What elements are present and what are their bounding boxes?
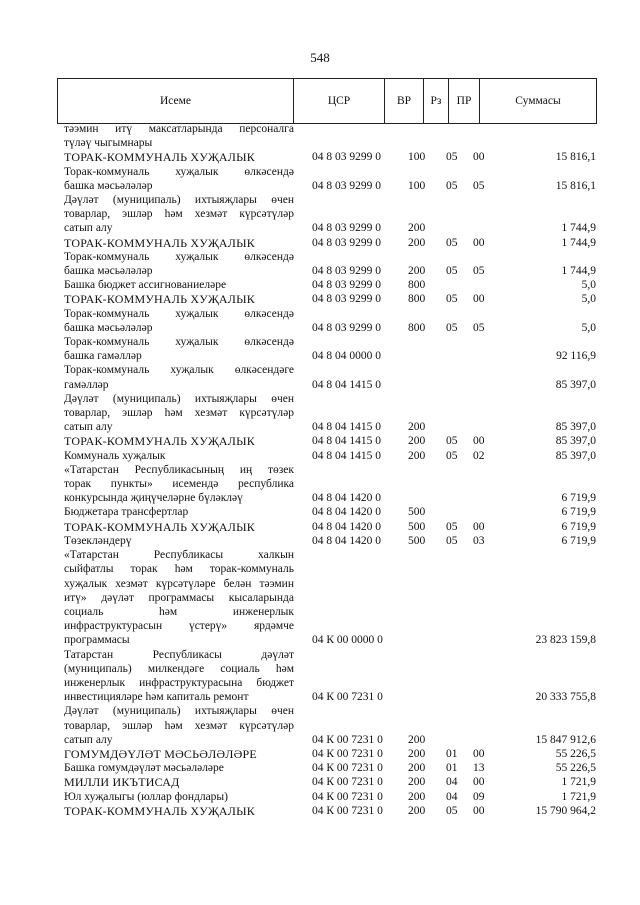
row-name-line: Торак-коммуналь хуҗалык өлкәсендәге (64, 364, 294, 377)
row-name-line: итү» дәүләт программасы кысаларында (64, 591, 294, 604)
row-csr: 04 К 00 0000 0 (312, 634, 383, 647)
row-pr: 13 (473, 762, 485, 775)
table-row (64, 335, 596, 363)
row-rz: 05 (446, 265, 458, 278)
row-csr: 04 8 04 0000 0 (312, 350, 381, 363)
table-row (64, 534, 596, 548)
row-sum: 6 719,9 (561, 492, 596, 505)
row-sum: 55 226,5 (555, 747, 596, 760)
row-pr: 00 (473, 804, 485, 817)
row-name-line: Торак-коммуналь хуҗалык өлкәсендә (64, 165, 294, 178)
row-csr: 04 8 03 9299 0 (312, 321, 381, 334)
row-csr: 04 8 04 1415 0 (312, 435, 381, 448)
table-row (64, 804, 596, 818)
row-vr: 200 (408, 449, 426, 462)
row-name-line: МИЛЛИ ИКЪТИСАД (64, 775, 180, 790)
row-pr: 00 (473, 520, 485, 533)
row-sum: 1 744,9 (561, 222, 596, 235)
row-vr: 500 (408, 534, 426, 547)
row-name-line: товарлар, эшләр һәм хезмәт күрсәтүләр (64, 208, 294, 221)
row-csr: 04 8 04 1415 0 (312, 449, 381, 462)
row-rz: 04 (446, 790, 458, 803)
row-sum: 5,0 (581, 279, 596, 292)
row-name-line: инженерлык инфраструктурасына бюджет (64, 676, 294, 689)
row-name-line: Башка бюджет ассигнованиеләре (64, 279, 227, 292)
row-pr: 09 (473, 790, 485, 803)
header-vr: ВР (385, 79, 424, 124)
row-name-line: ТОРАК-КОММУНАЛЬ ХУҖАЛЫК (64, 235, 255, 250)
table-row (64, 392, 596, 435)
row-name-line: Дәүләт (муниципаль) ихтыяҗлары өчен (64, 392, 294, 405)
row-name-line: «Татарстан Республикасы халкын (64, 549, 294, 562)
row-name-line: ТОРАК-КОММУНАЛЬ ХУҖАЛЫК (64, 803, 255, 818)
row-name-line: Юл хуҗалыгы (юллар фондлары) (64, 790, 228, 803)
row-vr: 200 (408, 733, 426, 746)
row-name-line: ТОРАК-КОММУНАЛЬ ХУҖАЛЫК (64, 292, 255, 307)
row-sum: 5,0 (581, 321, 596, 334)
row-csr: 04 8 04 1415 0 (312, 421, 381, 434)
table-row (64, 165, 596, 193)
header-pr: ПР (449, 79, 480, 124)
row-csr: 04 8 04 1420 0 (312, 506, 381, 519)
table-row (64, 236, 596, 250)
row-rz: 04 (446, 776, 458, 789)
row-sum: 23 823 159,8 (535, 634, 596, 647)
row-sum: 1 721,9 (561, 776, 596, 789)
row-csr: 04 8 04 1415 0 (312, 378, 381, 391)
row-rz: 05 (446, 520, 458, 533)
row-name-line: Торак-коммуналь хуҗалык өлкәсендә (64, 336, 294, 349)
row-name-line: Төзекләндерү (64, 534, 132, 547)
row-rz: 05 (446, 804, 458, 817)
row-name-line: «Татарстан Республикасының иң төзек (64, 463, 294, 476)
row-csr: 04 К 00 7231 0 (312, 733, 383, 746)
row-name-line: конкурсында җиңүчеләрне бүләкләү (64, 492, 243, 505)
row-csr: 04 8 03 9299 0 (312, 222, 381, 235)
row-vr: 200 (408, 762, 426, 775)
row-vr: 200 (408, 421, 426, 434)
table-row (64, 505, 596, 519)
row-csr: 04 8 03 9299 0 (312, 179, 381, 192)
row-sum: 92 116,9 (556, 350, 596, 363)
row-csr: 04 К 00 7231 0 (312, 776, 383, 789)
row-name-line: Коммуналь хуҗалык (64, 449, 166, 462)
table-row (64, 150, 596, 164)
row-vr: 200 (408, 236, 426, 249)
row-vr: 200 (408, 804, 426, 817)
row-pr: 05 (473, 179, 485, 192)
row-name-line: Дәүләт (муниципаль) ихтыяҗлары өчен (64, 194, 294, 207)
table-row (64, 292, 596, 306)
row-rz: 05 (446, 321, 458, 334)
row-csr: 04 К 00 7231 0 (312, 804, 383, 817)
row-sum: 85 397,0 (555, 449, 596, 462)
row-name-line: хуҗалык хезмәт күрсәтүләре белән тәэмин (64, 577, 294, 590)
row-name-line: түләү чыгымнары (64, 137, 153, 150)
row-rz: 05 (446, 236, 458, 249)
row-vr: 800 (408, 279, 426, 292)
row-pr: 00 (473, 435, 485, 448)
row-vr: 800 (408, 321, 426, 334)
row-rz: 05 (446, 534, 458, 547)
table-row (64, 278, 596, 292)
row-csr: 04 8 04 1420 0 (312, 492, 381, 505)
header-name: Исеме (58, 79, 294, 124)
row-pr: 05 (473, 321, 485, 334)
row-rz: 05 (446, 179, 458, 192)
row-pr: 00 (473, 747, 485, 760)
row-vr: 800 (408, 293, 426, 306)
row-name-line: ТОРАК-КОММУНАЛЬ ХУҖАЛЫК (64, 519, 255, 534)
row-sum: 20 333 755,8 (535, 691, 596, 704)
row-rz: 05 (446, 435, 458, 448)
row-name-line: товарлар, эшләр һәм хезмәт күрсәтүләр (64, 407, 294, 420)
row-sum: 15 847 912,6 (535, 733, 596, 746)
row-pr: 00 (473, 293, 485, 306)
row-pr: 02 (473, 449, 485, 462)
table-row (64, 548, 596, 647)
row-name-line: товарлар, эшләр һәм хезмәт күрсәтүләр (64, 719, 294, 732)
row-vr: 500 (408, 506, 426, 519)
row-pr: 03 (473, 534, 485, 547)
row-csr: 04 8 04 1420 0 (312, 534, 381, 547)
table-row (64, 193, 596, 236)
row-name-line: Бюджетара трансфертлар (64, 506, 189, 519)
row-name-line: Татарстан Республикасы дәүләт (64, 648, 294, 661)
row-name-line: сатып алу (64, 222, 113, 235)
row-name-line: гамәлләр (64, 378, 109, 391)
row-sum: 15 816,1 (555, 151, 596, 164)
row-name-line: инвестицияләре һәм капиталь ремонт (64, 691, 249, 704)
row-vr: 200 (408, 790, 426, 803)
row-sum: 6 719,9 (561, 534, 596, 547)
row-csr: 04 8 03 9299 0 (312, 151, 381, 164)
row-vr: 100 (408, 151, 426, 164)
table-row (64, 250, 596, 278)
row-name-line: ТОРАК-КОММУНАЛЬ ХУҖАЛЫК (64, 434, 255, 449)
row-name-line: башка мәсьәләләр (64, 179, 153, 192)
table-row (64, 449, 596, 463)
row-sum: 85 397,0 (555, 435, 596, 448)
row-csr: 04 8 03 9299 0 (312, 265, 381, 278)
table-row (64, 790, 596, 804)
row-sum: 6 719,9 (561, 506, 596, 519)
row-sum: 55 226,5 (555, 762, 596, 775)
row-name-line: программасы (64, 634, 130, 647)
row-sum: 85 397,0 (555, 421, 596, 434)
row-rz: 05 (446, 151, 458, 164)
table-row (64, 704, 596, 747)
table-row (64, 747, 596, 761)
row-name-line: Торак-коммуналь хуҗалык өлкәсендә (64, 250, 294, 263)
row-vr: 200 (408, 222, 426, 235)
row-sum: 1 721,9 (561, 790, 596, 803)
table-row (64, 307, 596, 335)
row-rz: 01 (446, 747, 458, 760)
row-csr: 04 8 03 9299 0 (312, 236, 381, 249)
row-rz: 01 (446, 762, 458, 775)
row-pr: 00 (473, 236, 485, 249)
row-vr: 200 (408, 747, 426, 760)
row-csr: 04 К 00 7231 0 (312, 747, 383, 760)
row-csr: 04 К 00 7231 0 (312, 790, 383, 803)
header-sum: Суммасы (480, 79, 597, 124)
table-row (64, 775, 596, 789)
row-name-line: ТОРАК-КОММУНАЛЬ ХУҖАЛЫК (64, 150, 255, 165)
row-name-line: башка мәсьәләләр (64, 265, 153, 278)
table-row (64, 434, 596, 448)
table-row (64, 122, 596, 150)
row-name-line: башка гамәлләр (64, 350, 142, 363)
row-sum: 15 816,1 (555, 179, 596, 192)
row-vr: 200 (408, 435, 426, 448)
row-vr: 200 (408, 776, 426, 789)
page-number: 548 (310, 50, 330, 65)
row-name-line: сыйфатлы торак һәм торак-коммуналь (64, 563, 294, 576)
row-name-line: сатып алу (64, 421, 113, 434)
row-csr: 04 8 04 1420 0 (312, 520, 381, 533)
row-name-line: Башка гомумдәүләт мәсьәләләре (64, 762, 224, 775)
table-row (64, 520, 596, 534)
row-rz: 05 (446, 293, 458, 306)
row-pr: 00 (473, 151, 485, 164)
table-row (64, 648, 596, 705)
header-rz: Рз (424, 79, 449, 124)
row-name-line: тәэмин итү максатларында персоналга (64, 123, 294, 135)
row-csr: 04 К 00 7231 0 (312, 691, 383, 704)
table-header (57, 78, 597, 124)
row-name-line: ГОМУМДӘҮЛӘТ МӘСЬӘЛӘЛӘРЕ (64, 746, 257, 761)
row-name-line: Дәүләт (муниципаль) ихтыяҗлары өчен (64, 705, 294, 718)
row-pr: 00 (473, 776, 485, 789)
row-rz: 05 (446, 449, 458, 462)
table-row (64, 363, 596, 391)
row-vr: 200 (408, 265, 426, 278)
row-name-line: торак пункты» исемендә республика (64, 478, 294, 491)
budget-rows (64, 122, 596, 818)
row-name-line: (муниципаль) милкендәге социаль һәм (64, 662, 294, 675)
row-name-line: инфраструктурасын үстерү» ярдәмче (64, 620, 294, 633)
row-vr: 500 (408, 520, 426, 533)
row-name-line: Торак-коммуналь хуҗалык өлкәсендә (64, 307, 294, 320)
row-sum: 85 397,0 (555, 378, 596, 391)
row-sum: 6 719,9 (561, 520, 596, 533)
row-csr: 04 8 03 9299 0 (312, 279, 381, 292)
row-sum: 1 744,9 (561, 265, 596, 278)
row-name-line: социаль һәм инженерлык (64, 605, 294, 618)
table-row (64, 761, 596, 775)
row-name-line: башка мәсьәләләр (64, 321, 153, 334)
row-name-line: сатып алу (64, 733, 113, 746)
row-pr: 05 (473, 265, 485, 278)
row-sum: 1 744,9 (561, 236, 596, 249)
row-vr: 100 (408, 179, 426, 192)
row-csr: 04 К 00 7231 0 (312, 762, 383, 775)
header-csr: ЦСР (294, 79, 385, 124)
table-row (64, 463, 596, 506)
row-csr: 04 8 03 9299 0 (312, 293, 381, 306)
row-sum: 5,0 (581, 293, 596, 306)
row-sum: 15 790 964,2 (535, 804, 596, 817)
